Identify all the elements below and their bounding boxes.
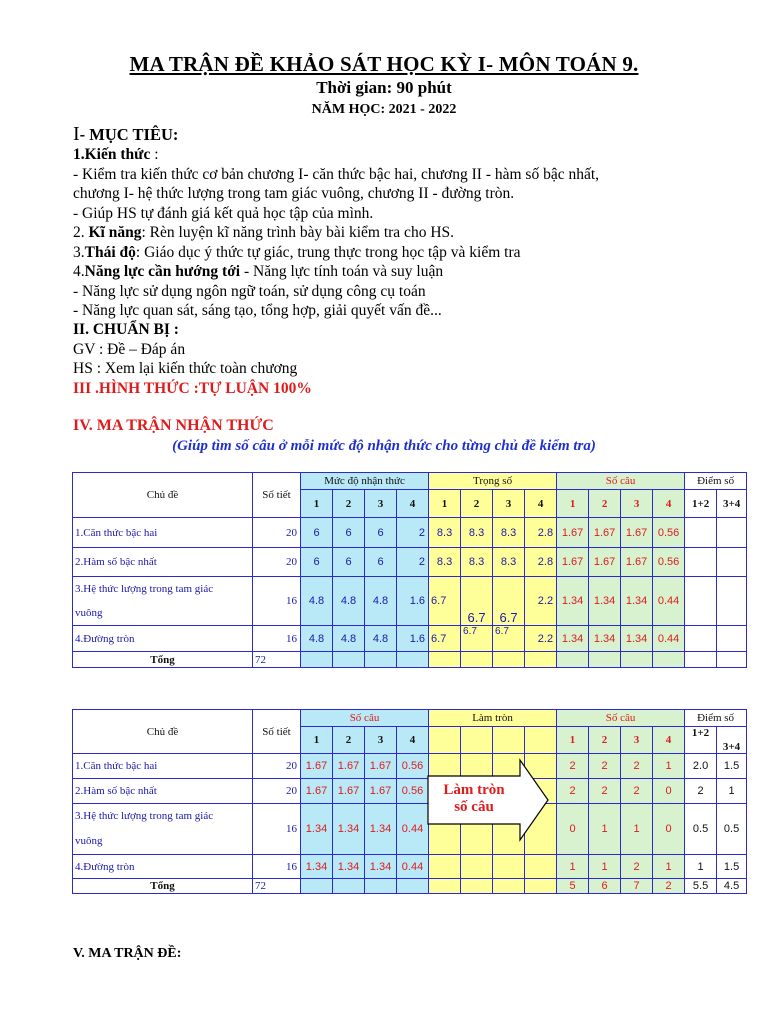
- rounded-cell: 2: [621, 855, 653, 879]
- topic-cell: 4.Đường tròn: [73, 626, 253, 652]
- rounded-cell: 1: [621, 804, 653, 855]
- weight-cell: 8.3: [493, 518, 525, 548]
- t2-score-col: 3+4: [717, 727, 747, 754]
- rounding-table: [72, 709, 747, 894]
- t1-weight-col: 4: [525, 490, 557, 518]
- topic-cell: 4.Đường tròn: [73, 855, 253, 879]
- score-cell: [717, 518, 747, 548]
- student-prep: HS : Xem lại kiến thức toàn chương: [73, 360, 298, 377]
- periods-cell: 20: [253, 754, 301, 779]
- section-2-title: II. CHUẨN BỊ :: [73, 321, 179, 338]
- t2-header-topic: Chủ đề: [73, 710, 253, 754]
- count-cell: 1.67: [301, 754, 333, 779]
- t2-rounded-col: 3: [621, 727, 653, 754]
- total-score-cell: 5.5: [685, 879, 717, 894]
- rounded-cell: 1: [653, 754, 685, 779]
- knowledge-heading: 1.Kiến thức :: [73, 146, 159, 163]
- level-cell: 2: [397, 548, 429, 577]
- score-cell: 0.5: [685, 804, 717, 855]
- t1-weight-col: 3: [493, 490, 525, 518]
- periods-cell: 20: [253, 518, 301, 548]
- count-cell: 0.44: [397, 855, 429, 879]
- teacher-prep: GV : Đề – Đáp án: [73, 341, 186, 358]
- t2-count-col: 3: [365, 727, 397, 754]
- t2-count-col: 4: [397, 727, 429, 754]
- score-cell: 1.5: [717, 754, 747, 779]
- table-row: [73, 804, 747, 855]
- t1-score-col: 1+2: [685, 490, 717, 518]
- score-cell: [685, 626, 717, 652]
- count-cell: 1.34: [557, 577, 589, 626]
- level-cell: 1.6: [397, 626, 429, 652]
- knowledge-line-2: chương I- hệ thức lượng trong tam giác vuông, chương II - đường tròn.: [73, 185, 515, 202]
- score-cell: 0.5: [717, 804, 747, 855]
- level-cell: 6: [301, 518, 333, 548]
- total-label: Tổng: [73, 652, 253, 668]
- count-cell: 1.67: [333, 754, 365, 779]
- t1-header-topic: Chủ đề: [73, 473, 253, 518]
- rounded-cell: 0: [653, 779, 685, 804]
- t1-weight-col: 2: [461, 490, 493, 518]
- level-cell: 6: [333, 548, 365, 577]
- score-cell: [717, 626, 747, 652]
- weight-cell: 2.2: [525, 577, 557, 626]
- total-row: [73, 652, 747, 668]
- level-cell: 4.8: [365, 626, 397, 652]
- t2-score-col: 1+2: [685, 727, 717, 754]
- periods-cell: 20: [253, 779, 301, 804]
- count-cell: 0.56: [397, 779, 429, 804]
- knowledge-line-1: - Kiểm tra kiến thức cơ bản chương I- căn thức bậc hai, chương II - hàm số bậc nhất,: [73, 166, 600, 183]
- count-cell: 1.67: [621, 548, 653, 577]
- section-1-title: I- MỤC TIÊU:: [73, 123, 179, 145]
- t2-header-count-2: Số câu: [557, 710, 685, 727]
- weight-cell: 2.8: [525, 518, 557, 548]
- arrow-label-line-1: Làm tròn: [443, 782, 505, 798]
- section-4-title: IV. MA TRẬN NHẬN THỨC: [73, 417, 274, 434]
- weight-cell: 6.7: [429, 577, 461, 626]
- count-cell: 0.44: [653, 577, 685, 626]
- count-cell: 0.56: [653, 548, 685, 577]
- count-cell: 1.67: [589, 548, 621, 577]
- table-row: [73, 548, 747, 577]
- t1-level-col: 3: [365, 490, 397, 518]
- rounded-cell: 1: [557, 855, 589, 879]
- count-cell: 1.67: [557, 518, 589, 548]
- total-rounded-cell: 6: [589, 879, 621, 894]
- t1-header-count: Số câu: [557, 473, 685, 490]
- level-cell: 4.8: [301, 577, 333, 626]
- weight-cell: 6.7: [461, 626, 493, 652]
- rounded-cell: 1: [589, 804, 621, 855]
- rounded-cell: 2: [621, 754, 653, 779]
- level-cell: 4.8: [333, 626, 365, 652]
- section-4-subtitle: (Giúp tìm số câu ở mỗi mức độ nhận thức cho từng chủ đề kiểm tra): [172, 438, 596, 454]
- weight-cell: 2.8: [525, 548, 557, 577]
- t1-count-col: 3: [621, 490, 653, 518]
- t2-header-round: Làm tròn: [429, 710, 557, 727]
- count-cell: 1.34: [365, 804, 397, 855]
- rounded-cell: 0: [557, 804, 589, 855]
- count-cell: 1.67: [333, 779, 365, 804]
- count-cell: 1.34: [621, 626, 653, 652]
- total-label: Tổng: [73, 879, 253, 894]
- count-cell: 1.34: [621, 577, 653, 626]
- topic-cell: 3.Hệ thức lượng trong tam giác vuông: [73, 577, 253, 626]
- skill-line: 2. Kĩ năng: Rèn luyện kĩ năng trình bày bài kiểm tra cho HS.: [73, 224, 455, 241]
- score-cell: 2: [685, 779, 717, 804]
- periods-cell: 16: [253, 855, 301, 879]
- score-cell: 1: [685, 855, 717, 879]
- total-row: [73, 879, 747, 894]
- score-cell: [685, 518, 717, 548]
- section-5-title: V. MA TRẬN ĐỀ:: [73, 946, 182, 961]
- t2-header-count: Số câu: [301, 710, 429, 727]
- weight-cell: 8.3: [493, 548, 525, 577]
- rounded-cell: 2: [621, 779, 653, 804]
- knowledge-line-3: - Giúp HS tự đánh giá kết quả học tập của mình.: [73, 205, 374, 222]
- score-cell: [717, 577, 747, 626]
- t2-rounded-col: 4: [653, 727, 685, 754]
- table-row: [73, 577, 747, 626]
- weight-cell: 8.3: [461, 548, 493, 577]
- periods-cell: 20: [253, 548, 301, 577]
- t1-header-score: Điểm số: [685, 473, 747, 490]
- count-cell: 1.67: [557, 548, 589, 577]
- table-row: [73, 779, 747, 804]
- count-cell: 1.67: [589, 518, 621, 548]
- t1-score-col: 3+4: [717, 490, 747, 518]
- table-row: [73, 626, 747, 652]
- topic-cell: 1.Căn thức bậc hai: [73, 518, 253, 548]
- weight-cell: 8.3: [429, 518, 461, 548]
- t1-weight-col: 1: [429, 490, 461, 518]
- level-cell: 2: [397, 518, 429, 548]
- periods-cell: 16: [253, 626, 301, 652]
- rounded-cell: 1: [653, 855, 685, 879]
- periods-cell: 16: [253, 577, 301, 626]
- total-periods: 72: [253, 879, 301, 894]
- table-row: [73, 754, 747, 779]
- document-title: MA TRẬN ĐỀ KHẢO SÁT HỌC KỲ I- MÔN TOÁN 9.: [129, 52, 639, 76]
- weight-cell: 6.7: [493, 626, 525, 652]
- level-cell: 1.6: [397, 577, 429, 626]
- count-cell: 1.34: [301, 855, 333, 879]
- total-rounded-cell: 5: [557, 879, 589, 894]
- score-cell: [685, 577, 717, 626]
- count-cell: 0.44: [653, 626, 685, 652]
- count-cell: 1.67: [621, 518, 653, 548]
- count-cell: 1.67: [365, 779, 397, 804]
- weight-cell: 6.7: [429, 626, 461, 652]
- weight-cell: 2.2: [525, 626, 557, 652]
- count-cell: 1.34: [589, 626, 621, 652]
- level-cell: 6: [365, 518, 397, 548]
- ability-line-2: - Năng lực sử dụng ngôn ngữ toán, sử dụng công cụ toán: [73, 283, 426, 300]
- topic-cell: 1.Căn thức bậc hai: [73, 754, 253, 779]
- exam-time: Thời gian: 90 phút: [316, 78, 452, 97]
- rounded-cell: 0: [653, 804, 685, 855]
- count-cell: 0.56: [653, 518, 685, 548]
- arrow-label-line-2: số câu: [454, 799, 494, 815]
- total-rounded-cell: 2: [653, 879, 685, 894]
- t2-count-col: 1: [301, 727, 333, 754]
- level-cell: 4.8: [301, 626, 333, 652]
- ability-line-3: - Năng lực quan sát, sáng tạo, tổng hợp, giải quyết vấn đề...: [73, 302, 442, 319]
- t2-header-score: Điểm số: [685, 710, 747, 727]
- t1-count-col: 4: [653, 490, 685, 518]
- score-cell: [685, 548, 717, 577]
- score-cell: 1.5: [717, 855, 747, 879]
- rounded-cell: 1: [589, 855, 621, 879]
- rounding-arrow-callout: [426, 758, 550, 842]
- level-cell: 6: [365, 548, 397, 577]
- periods-cell: 16: [253, 804, 301, 855]
- table-row: [73, 855, 747, 879]
- count-cell: 1.34: [557, 626, 589, 652]
- weight-cell: 6.7: [461, 577, 493, 626]
- t2-rounded-col: 1: [557, 727, 589, 754]
- count-cell: 1.34: [589, 577, 621, 626]
- count-cell: 0.56: [397, 754, 429, 779]
- table-row: [73, 518, 747, 548]
- count-cell: 1.34: [333, 804, 365, 855]
- school-year: NĂM HỌC: 2021 - 2022: [311, 102, 457, 117]
- level-cell: 6: [301, 548, 333, 577]
- rounded-cell: 2: [557, 754, 589, 779]
- t1-header-weight: Trọng số: [429, 473, 557, 490]
- t1-level-col: 4: [397, 490, 429, 518]
- t1-count-col: 1: [557, 490, 589, 518]
- weight-cell: 6.7: [493, 577, 525, 626]
- rounded-cell: 2: [589, 779, 621, 804]
- t1-count-col: 2: [589, 490, 621, 518]
- total-periods: 72: [253, 652, 301, 668]
- topic-cell: 3.Hệ thức lượng trong tam giác vuông: [73, 804, 253, 855]
- t1-level-col: 2: [333, 490, 365, 518]
- t2-rounded-col: 2: [589, 727, 621, 754]
- t1-header-level: Mức độ nhận thức: [301, 473, 429, 490]
- count-cell: 1.34: [301, 804, 333, 855]
- topic-cell: 2.Hàm số bậc nhất: [73, 548, 253, 577]
- count-cell: 1.67: [301, 779, 333, 804]
- count-cell: 0.44: [397, 804, 429, 855]
- rounded-cell: 2: [589, 754, 621, 779]
- score-cell: 2.0: [685, 754, 717, 779]
- t2-count-col: 2: [333, 727, 365, 754]
- weight-cell: 8.3: [461, 518, 493, 548]
- t1-level-col: 1: [301, 490, 333, 518]
- level-cell: 6: [333, 518, 365, 548]
- t2-header-periods: Số tiết: [253, 710, 301, 754]
- attitude-line: 3.Thái độ: Giáo dục ý thức tự giác, trung thực trong học tập và kiểm tra: [73, 244, 521, 261]
- rounded-cell: 2: [557, 779, 589, 804]
- t1-header-periods: Số tiết: [253, 473, 301, 518]
- count-cell: 1.34: [365, 855, 397, 879]
- weight-cell: 8.3: [429, 548, 461, 577]
- perception-matrix-table: [72, 472, 747, 668]
- topic-cell: 2.Hàm số bậc nhất: [73, 779, 253, 804]
- count-cell: 1.34: [333, 855, 365, 879]
- ability-line: 4.Năng lực cần hướng tới - Năng lực tính toán và suy luận: [73, 263, 444, 280]
- total-rounded-cell: 7: [621, 879, 653, 894]
- total-score-cell: 4.5: [717, 879, 747, 894]
- section-3-title: III .HÌNH THỨC :TỰ LUẬN 100%: [73, 380, 312, 397]
- count-cell: 1.67: [365, 754, 397, 779]
- score-cell: 1: [717, 779, 747, 804]
- level-cell: 4.8: [333, 577, 365, 626]
- level-cell: 4.8: [365, 577, 397, 626]
- score-cell: [717, 548, 747, 577]
